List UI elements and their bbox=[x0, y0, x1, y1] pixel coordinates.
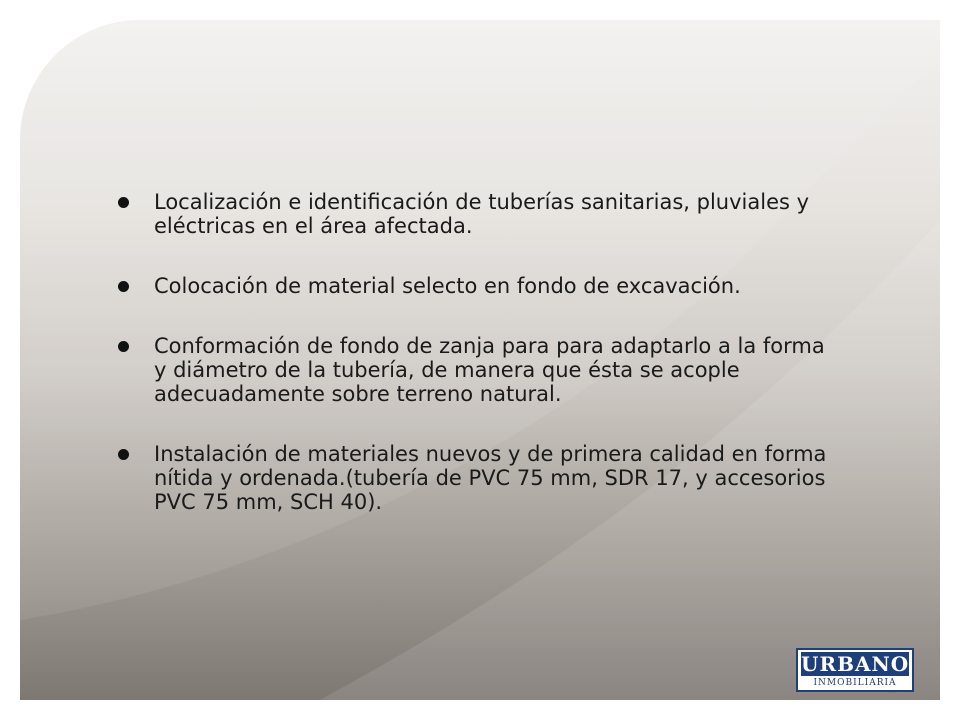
bullet-text: Conformación de fondo de zanja para para adaptarlo a la forma y diámetro de la tubería, de manera que ésta se acople adecuadamente sobre terreno natural. bbox=[154, 334, 825, 406]
bullet-dot-icon bbox=[118, 281, 129, 292]
bullet-dot-icon bbox=[118, 341, 129, 352]
bullet-dot-icon bbox=[118, 449, 129, 460]
list-item bbox=[118, 190, 838, 238]
list-item bbox=[118, 442, 838, 514]
bullet-dot-icon bbox=[118, 197, 129, 208]
list-item bbox=[118, 334, 838, 406]
bullet-text: Instalación de materiales nuevos y de primera calidad en forma nítida y ordenada.(tubería de PVC 75 mm, SDR 17, y accesorios PVC 75 mm, SCH 40). bbox=[154, 442, 827, 514]
urbano-logo bbox=[796, 648, 914, 692]
bullet-list bbox=[118, 190, 838, 550]
logo-main-text: URBANO bbox=[801, 652, 910, 676]
list-item bbox=[118, 274, 838, 298]
bullet-text: Localización e identificación de tuberías sanitarias, pluviales y eléctricas en el área afectada. bbox=[154, 190, 810, 238]
bullet-text: Colocación de material selecto en fondo de excavación. bbox=[154, 274, 741, 298]
logo-sub-text: INMOBILIARIA bbox=[813, 678, 897, 688]
